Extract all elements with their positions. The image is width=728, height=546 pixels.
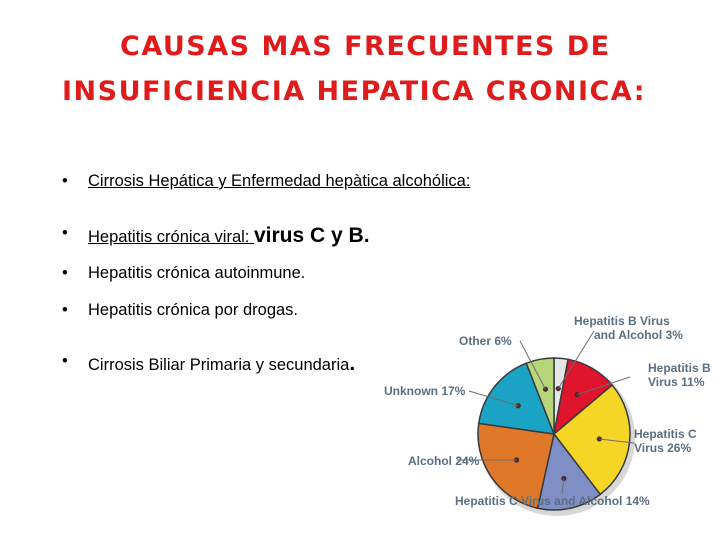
bullet-text: Hepatitis crónica por drogas.: [88, 301, 299, 319]
pie-label-1-line-0: Hepatitis B: [648, 361, 711, 375]
bullet-text: Hepatitis crónica autoinmune.: [88, 264, 306, 282]
bullet-text: Hepatitis crónica viral:: [88, 228, 254, 246]
pie-label-0-line-0: Hepatitis B Virus: [574, 314, 670, 328]
pie-label-3-line-0: Hepatitis C Virus and Alcohol 14%: [455, 494, 650, 508]
pie-chart-svg: [372, 305, 728, 546]
pie-label-4-line-0: Alcohol 24%: [408, 454, 480, 468]
pie-leader-dot-1: [574, 392, 579, 397]
bullet-dot: •: [62, 352, 68, 370]
pie-chart: [372, 305, 728, 546]
pie-label-5-line-0: Unknown 17%: [384, 384, 466, 398]
slide-title-line-1: CAUSAS MAS FRECUENTES DE: [120, 31, 611, 62]
bullet-text-group: [88, 224, 370, 248]
pie-leader-dot-5: [516, 403, 521, 408]
slide-title: [0, 24, 728, 114]
bullet-dot: •: [62, 224, 68, 242]
bullet-emphasis: virus C y B.: [253, 224, 370, 247]
pie-label-2-line-1: Virus 26%: [634, 441, 692, 455]
pie-label-0-line-1: and Alcohol 3%: [594, 328, 683, 342]
pie-leader-dot-6: [543, 387, 548, 392]
slide-title-line-2: INSUFICIENCIA HEPATICA CRONICA:: [62, 76, 646, 107]
bullet-emphasis: .: [349, 352, 356, 375]
bullet-dot: •: [62, 301, 68, 319]
bullet-dot: •: [62, 172, 68, 190]
pie-label-6-line-0: Other 6%: [459, 334, 512, 348]
bullet-text: Cirrosis Biliar Primaria y secundaria: [88, 356, 350, 374]
pie-label-2-line-0: Hepatitis C: [634, 427, 697, 441]
pie-label-1-line-1: Virus 11%: [648, 375, 705, 389]
bullet-text-group: [88, 352, 355, 376]
bullet-dot: •: [62, 264, 68, 282]
bullet-text: Cirrosis Hepática y Enfermedad hepàtica alcohólica:: [88, 172, 471, 190]
